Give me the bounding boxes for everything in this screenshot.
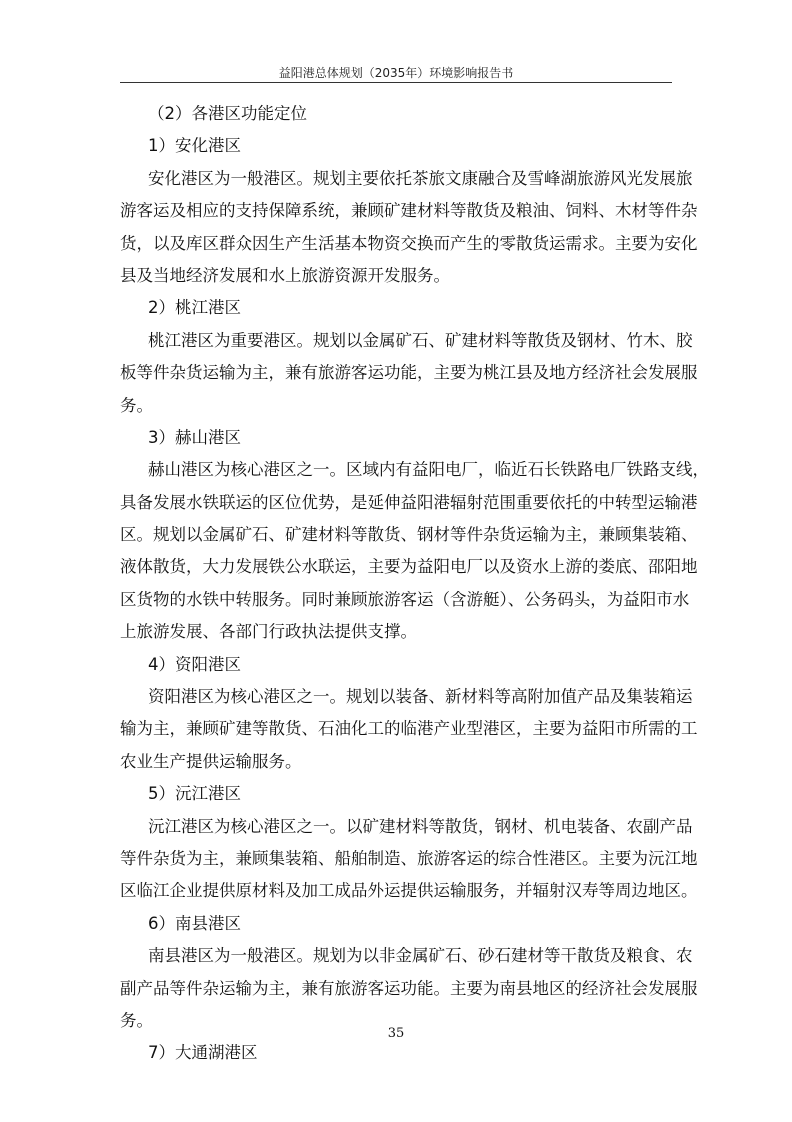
subsection-heading: 7）大通湖港区 (148, 1043, 258, 1063)
paragraph-line: 区临江企业提供原材料及加工成品外运提供运输服务，并辐射汉寿等周边地区。 (120, 881, 698, 901)
paragraph-line: 务。 (120, 1010, 153, 1030)
paragraph-line: 安化港区为一般港区。规划主要依托茶旅文康融合及雪峰湖旅游风光发展旅 (148, 168, 693, 188)
paragraph-line: 赫山港区为核心港区之一。区域内有益阳电厂，临近石长铁路电厂铁路支线， (148, 460, 709, 480)
paragraph-line: 液体散货，大力发展铁公水联运，主要为益阳电厂以及资水上游的娄底、邵阳地 (120, 557, 698, 577)
paragraph-line: 桃江港区为重要港区。规划以金属矿石、矿建材料等散货及钢材、竹木、胶 (148, 330, 693, 350)
page-number: 35 (387, 1026, 405, 1041)
paragraph-line: 农业生产提供运输服务。 (120, 751, 302, 771)
subsection-heading: 3）赫山港区 (148, 427, 241, 447)
page-body (120, 98, 709, 1070)
paragraph-line: 货，以及库区群众因生产生活基本物资交换而产生的零散货运需求。主要为安化 (120, 233, 698, 253)
paragraph-line: 资阳港区为核心港区之一。规划以装备、新材料等高附加值产品及集装箱运 (148, 687, 693, 707)
subsection-heading: 4）资阳港区 (148, 654, 241, 674)
paragraph-line: 副产品等件杂运输为主，兼有旅游客运功能。主要为南县地区的经济社会发展服 (120, 978, 698, 998)
paragraph-line: 输为主，兼顾矿建等散货、石油化工的临港产业型港区，主要为益阳市所需的工 (120, 719, 698, 739)
paragraph-line: 具备发展水铁联运的区位优势，是延伸益阳港辐射范围重要依托的中转型运输港 (120, 492, 698, 512)
paragraph-line: 区货物的水铁中转服务。同时兼顾旅游客运（含游艇）、公务码头，为益阳市水 (120, 589, 690, 609)
subsection-heading: 5）沅江港区 (148, 784, 241, 804)
paragraph-line: 区。规划以金属矿石、矿建材料等散货、钢材等件杂货运输为主，兼顾集装箱、 (120, 525, 698, 545)
paragraph-line: 务。 (120, 395, 153, 415)
header-rule (120, 82, 672, 83)
subsection-heading: 2）桃江港区 (148, 298, 241, 318)
subsection-heading: 1）安化港区 (148, 136, 241, 156)
paragraph-line: 南县港区为一般港区。规划为以非金属矿石、砂石建材等干散货及粮食、农 (148, 946, 693, 966)
paragraph-line: 沅江港区为核心港区之一。以矿建材料等散货，钢材、机电装备、农副产品 (148, 816, 693, 836)
section-heading: （2）各港区功能定位 (148, 104, 307, 123)
paragraph-line: 上旅游发展、各部门行政执法提供支撑。 (120, 622, 417, 642)
paragraph-line: 游客运及相应的支持保障系统，兼顾矿建材料等散货及粮油、饲料、木材等件杂 (120, 201, 698, 221)
paragraph-line: 县及当地经济发展和水上旅游资源开发服务。 (120, 265, 450, 285)
paragraph-line: 等件杂货为主，兼顾集装箱、船舶制造、旅游客运的综合性港区。主要为沅江地 (120, 848, 698, 868)
subsection-heading: 6）南县港区 (148, 913, 241, 933)
running-header: 益阳港总体规划（2035年）环境影响报告书 (278, 66, 514, 80)
paragraph-line: 板等件杂货运输为主，兼有旅游客运功能，主要为桃江县及地方经济社会发展服 (120, 363, 698, 383)
